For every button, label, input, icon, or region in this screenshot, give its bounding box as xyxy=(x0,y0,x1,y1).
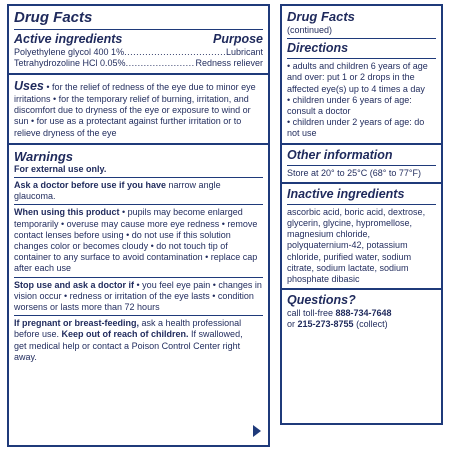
external-use-text: For external use only. xyxy=(14,163,107,174)
uses-heading: Uses xyxy=(14,79,44,93)
inactive-heading: Inactive ingredients xyxy=(287,186,405,201)
warnings-rule xyxy=(14,277,263,278)
directions-heading: Directions xyxy=(287,41,349,56)
pregnancy-text: ask a health professional before use. xyxy=(14,318,242,340)
continue-arrow-icon xyxy=(253,425,261,437)
continued-label: (continued) xyxy=(287,25,333,35)
collect-text: (collect) xyxy=(353,319,388,330)
title-rule xyxy=(14,29,263,30)
uses-section xyxy=(9,75,268,145)
or-text: or xyxy=(287,319,298,330)
other-info-text: Store at 20° to 25°C (68° to 77°F) xyxy=(287,167,421,178)
left-title: Drug Facts xyxy=(14,9,93,26)
warnings-heading: Warnings xyxy=(14,148,73,164)
keep-out-bold: Keep out of reach of children. xyxy=(61,329,189,340)
stop-use-text: • you feel eye pain • changes in vision occur • redness or irritation of the eye lasts • condition worsens or lasts more than 72 hours xyxy=(14,279,262,313)
warnings-rule xyxy=(14,177,263,178)
leader-dots xyxy=(126,58,196,69)
directions-rule xyxy=(287,58,436,59)
pregnancy-paragraph xyxy=(14,318,263,363)
active-header-row xyxy=(14,32,263,47)
when-using-text: • pupils may become enlarged temporarily • overuse may cause more eye redness • remove contact lenses before using • do not use if this solution changes color or becomes cloudy • do not touch tip of container to any surface to avoid contamination • replace cap after each use xyxy=(14,207,258,274)
ingredient-purpose: Lubricant xyxy=(225,47,263,57)
questions-heading: Questions? xyxy=(287,293,356,308)
active-ingredients-section xyxy=(9,6,268,75)
ingredient-name: Polyethylene glycol 400 1% xyxy=(14,47,125,57)
drug-facts-right-panel xyxy=(280,4,443,425)
ask-doctor-text: narrow angle glaucoma. xyxy=(14,180,221,202)
drug-facts-left-panel xyxy=(7,4,270,447)
call-text: call toll-free xyxy=(287,308,336,319)
uses-text: • for the relief of redness of the eye due to minor eye irritations • for the temporary relief of burning, irritation, and discomfort due to dryness of the eye or exposure to wind or sun • for use as a protectant against further irritation or to relieve dryness of the eye xyxy=(14,82,256,138)
warnings-rule xyxy=(14,315,263,316)
ingredient-row xyxy=(14,47,263,58)
when-using-bold: When using this product xyxy=(14,207,120,218)
ingredient-row xyxy=(14,58,263,69)
directions-item: • children under 6 years of age: consult a doctor xyxy=(287,94,412,117)
directions-item: • children under 2 years of age: do not use xyxy=(287,117,425,139)
active-ingredients-heading: Active ingredients xyxy=(14,32,123,46)
ingredient-purpose: Redness reliever xyxy=(195,58,263,68)
questions-line-2 xyxy=(287,319,436,330)
keep-out-text: If swallowed, get medical help or contact a Poison Control Center right away. xyxy=(14,329,243,362)
questions-section xyxy=(282,290,441,333)
leader-dots xyxy=(124,47,226,58)
other-info-heading: Other information xyxy=(287,147,393,162)
inactive-ingredients-section xyxy=(282,184,441,290)
ask-doctor-paragraph xyxy=(14,180,263,202)
when-using-paragraph xyxy=(14,207,263,274)
warnings-rule xyxy=(14,204,263,205)
inactive-text: ascorbic acid, boric acid, dextrose, glycerin, glycine, hypromellose, magnesium chloride, polyquaternium-42, potassium chloride, purified water, sodium citrate, sodium lactate, sodium phosphate dibasic xyxy=(287,206,426,285)
stop-use-bold: Stop use and ask a doctor if xyxy=(14,279,135,290)
questions-line-1 xyxy=(287,308,436,319)
other-information-section xyxy=(282,145,441,184)
warnings-section xyxy=(9,145,268,366)
ingredient-name: Tetrahydrozoline HCl 0.05% xyxy=(14,58,126,68)
right-title: Drug Facts xyxy=(287,9,355,24)
ask-doctor-bold: Ask a doctor before use if you have xyxy=(14,180,167,191)
stop-use-paragraph xyxy=(14,280,263,314)
purpose-heading: Purpose xyxy=(212,32,263,46)
right-header-section xyxy=(282,6,441,145)
other-info-rule xyxy=(287,165,436,166)
phone-number-2: 215-273-8755 xyxy=(297,319,354,330)
uses-paragraph xyxy=(14,79,263,139)
pregnancy-bold: If pregnant or breast-feeding, xyxy=(14,318,140,329)
directions-item: • adults and children 6 years of age and over: put 1 or 2 drops in the affected eye(s) up to 4 times a day xyxy=(287,61,428,94)
phone-number-1: 888-734-7648 xyxy=(335,308,392,319)
right-title-rule xyxy=(287,38,436,39)
inactive-rule xyxy=(287,204,436,205)
